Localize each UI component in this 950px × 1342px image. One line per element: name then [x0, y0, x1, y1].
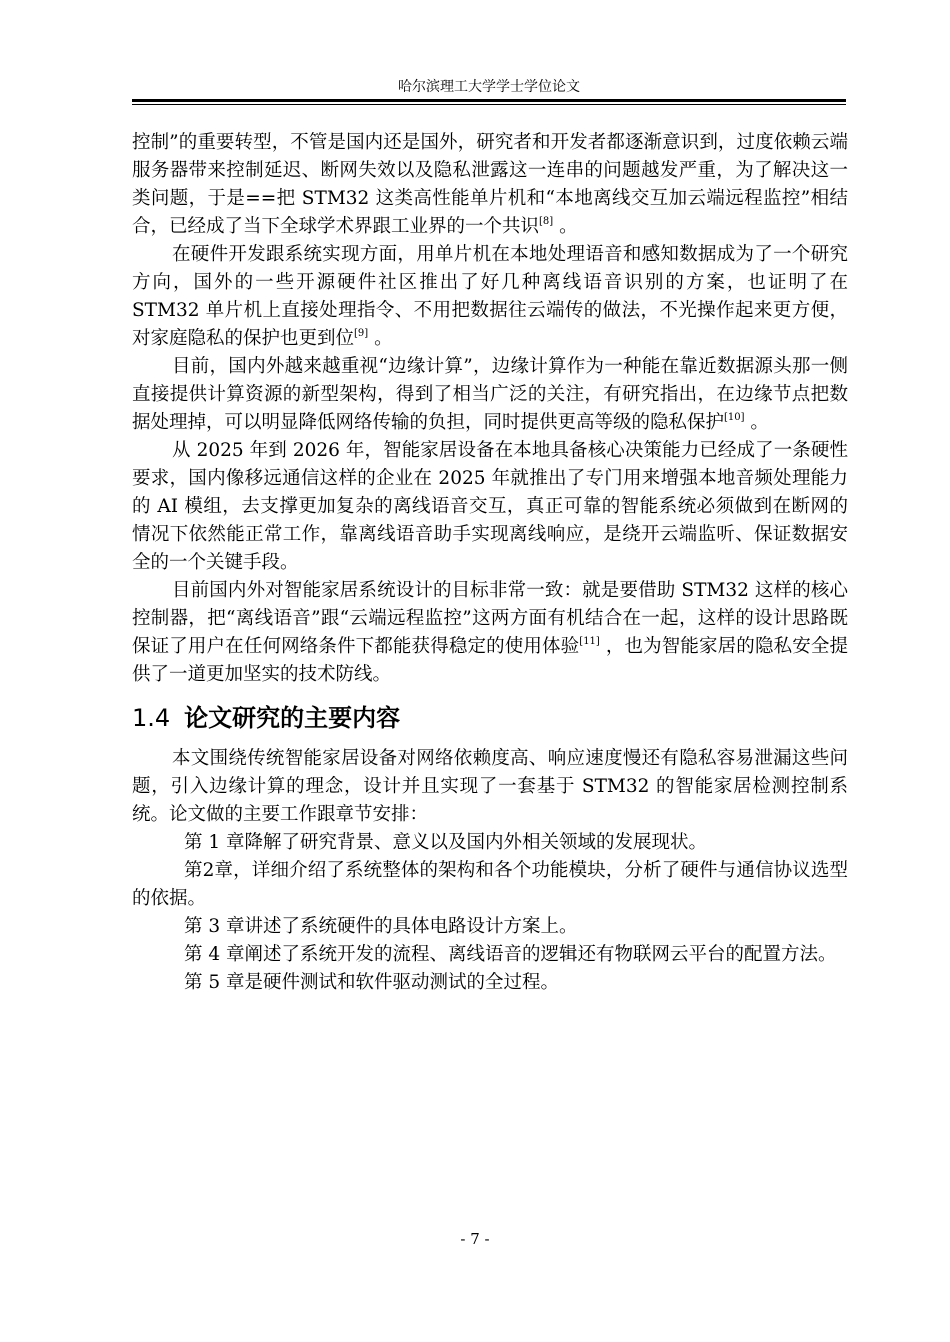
paragraph-2025-2026: 从 2025 年到 2026 年，智能家居设备在本地具备核心决策能力已经成了一条硬性要求，国内像移远通信这样的企业在 2025 年就推出了专门用来增强本地音频处理能力的 AI 模组，去支撑更加复杂的离线语音交互，真正可靠的智能系统必须做到在断网的情况下依然能正常工作，靠离线语音助手实现离线响应，是绕开云端监听、保证数据安全的一个关键手段。 — [132, 440, 848, 573]
citation-8: [8] — [539, 216, 554, 227]
page-number: - 7 - — [460, 1230, 490, 1248]
header-rule-thick — [132, 99, 846, 102]
section-title: 论文研究的主要内容 — [184, 704, 401, 732]
chapter-2-item: 第2章，详细介绍了系统整体的架构和各个功能模块，分析了硬件与通信协议选型的依据。 — [132, 860, 848, 909]
header-rule-thin — [132, 104, 846, 105]
paragraph-edge-computing: 目前，国内外越来越重视“边缘计算”，边缘计算作为一种能在靠近数据源头那一侧直接提供计算资源的新型架构，得到了相当广泛的关注，有研究指出，在边缘节点把数据处理掉，可以明显降低网络传输的负担，同时提供更高等级的隐私保护[10] 。 — [132, 356, 848, 433]
chapter-4-item: 第 4 章阐述了系统开发的流程、离线语音的逻辑还有物联网云平台的配置方法。 — [184, 944, 837, 965]
section-heading — [132, 703, 848, 733]
paragraph-intro: 本文围绕传统智能家居设备对网络依赖度高、响应速度慢还有隐私容易泄漏这些问题，引入边缘计算的理念，设计并且实现了一套基于 STM32 的智能家居检测控制系统。论文做的主要工作跟章节安排： — [132, 748, 848, 825]
chapter-1-item: 第 1 章降解了研究背景、意义以及国内外相关领域的发展现状。 — [184, 832, 708, 853]
section-number: 1.4 — [132, 704, 171, 732]
running-header: 哈尔滨理工大学学士学位论文 — [398, 79, 580, 95]
paragraph-continuation: 控制”的重要转型，不管是国内还是国外，研究者和开发者都逐渐意识到，过度依赖云端服务器带来控制延迟、断网失效以及隐私泄露这一连串的问题越发严重，为了解决这一类问题，于是==把 STM32 这类高性能单片机和“本地离线交互加云端远程监控”相结合，已经成了当下全球学术界跟工业界的一个共识[8] 。 — [132, 132, 848, 237]
paragraph-hardware: 在硬件开发跟系统实现方面，用单片机在本地处理语音和感知数据成为了一个研究方向，国外的一些开源硬件社区推出了好几种离线语音识别的方案，也证明了在 STM32 单片机上直接处理指令、不用把数据往云端传的做法，不光操作起来更方便，对家庭隐私的保护也更到位[9] 。 — [132, 244, 848, 349]
chapter-3-item: 第 3 章讲述了系统硬件的具体电路设计方案上。 — [184, 916, 578, 937]
chapter-5-item: 第 5 章是硬件测试和软件驱动测试的全过程。 — [184, 972, 560, 993]
paragraph-design-goal: 目前国内外对智能家居系统设计的目标非常一致：就是要借助 STM32 这样的核心控制器，把“离线语音”跟“云端远程监控”这两方面有机结合在一起，这样的设计思路既保证了用户在任何网络条件下都能获得稳定的使用体验[11] ，也为智能家居的隐私安全提供了一道更加坚实的技术防线。 — [132, 580, 848, 685]
citation-10: [10] — [724, 412, 745, 423]
citation-11: [11] — [579, 636, 600, 647]
citation-9: [9] — [354, 328, 369, 339]
body-text — [132, 129, 848, 997]
